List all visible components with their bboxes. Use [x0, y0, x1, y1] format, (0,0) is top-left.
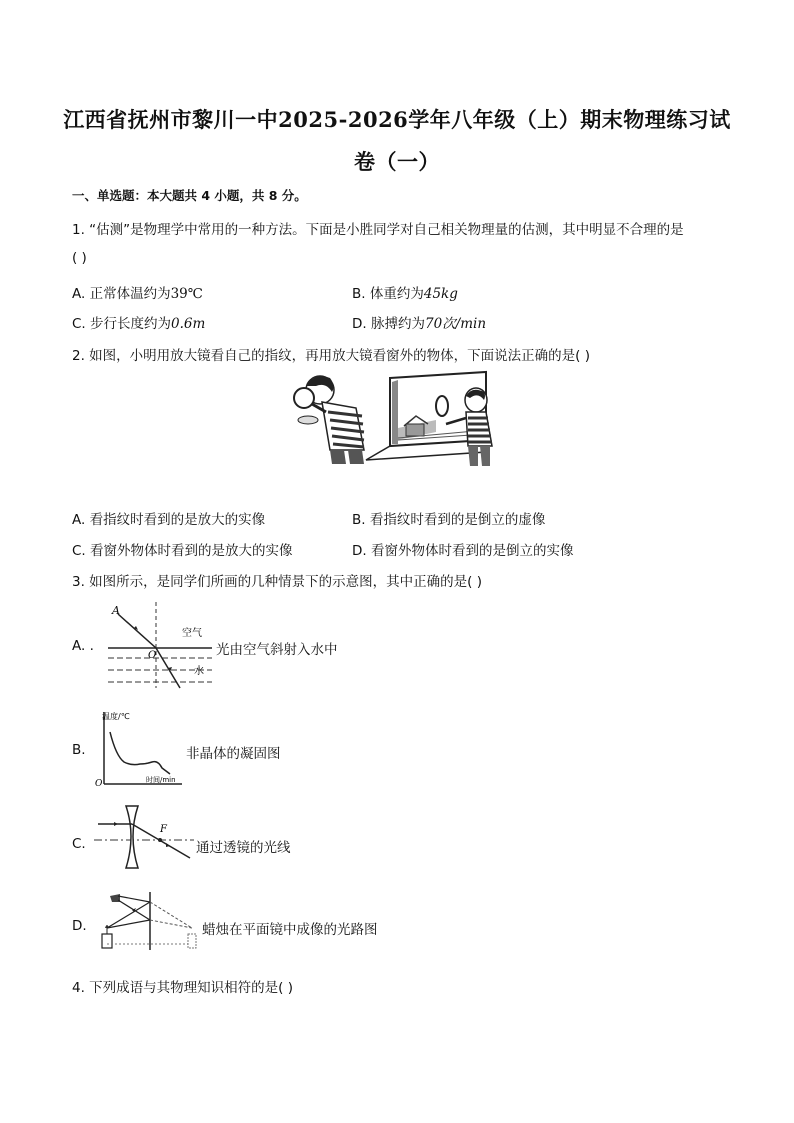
fig-b-y-axis-label: 温度/℃ — [102, 712, 130, 721]
q1-option-a: A. 正常体温约为39℃ — [72, 286, 203, 302]
magnifier-illustration — [286, 368, 508, 470]
question-2-stem: 2. 如图，小明用放大镜看自己的指纹，再用放大镜看窗外的物体，下面说法正确的是( ) — [72, 348, 590, 364]
q3-option-c-caption: 通过透镜的光线 — [196, 840, 291, 856]
q2-option-c: C. 看窗外物体时看到的是放大的实像 — [72, 543, 293, 559]
fig-b-origin-label: O — [95, 779, 103, 788]
q3-option-d-letter: D. — [72, 918, 87, 934]
fig-a-air-label: 空气 — [182, 628, 202, 639]
q1-option-b: B. 体重约为45kg — [352, 286, 458, 302]
question-3-stem: 3. 如图所示，是同学们所画的几种情景下的示意图，其中正确的是( ) — [72, 574, 482, 590]
q1-option-c: C. 步行长度约为0.6m — [72, 316, 206, 332]
q1-option-d: D. 脉搏约为70次/min — [352, 316, 487, 332]
q2-option-b: B. 看指纹时看到的是倒立的虚像 — [352, 512, 546, 528]
fig-c-focus-label: F — [160, 824, 167, 835]
q1-option-b-value: 45kg — [423, 286, 458, 302]
section-heading: 一、单选题：本大题共 4 小题，共 8 分。 — [72, 188, 307, 203]
q3-option-b-letter: B. — [72, 742, 86, 758]
fig-a-water-label: 水 — [194, 666, 204, 677]
q1-option-d-value: 70次/min — [424, 316, 487, 332]
question-4-stem: 4. 下列成语与其物理知识相符的是( ) — [72, 980, 293, 996]
q2-option-a: A. 看指纹时看到的是放大的实像 — [72, 512, 266, 528]
q3-option-a-caption: 光由空气斜射入水中 — [216, 642, 338, 658]
page-title-line1: 江西省抚州市黎川一中2025-2026学年八年级（上）期末物理练习试 — [63, 107, 731, 132]
q3-option-a-letter: A. . — [72, 638, 94, 654]
q3-option-c-letter: C. — [72, 836, 86, 852]
q1-option-c-value: 0.6m — [171, 316, 206, 332]
plane-mirror-diagram — [88, 888, 200, 952]
question-1-paren: ( ) — [72, 250, 87, 266]
fig-a-origin-label: O — [148, 650, 157, 661]
q2-option-d: D. 看窗外物体时看到的是倒立的实像 — [352, 543, 574, 559]
question-1-stem: 1. “估测”是物理学中常用的一种方法。下面是小胜同学对自己相关物理量的估测，其中明显不合理的是 — [72, 222, 684, 238]
q3-option-d-caption: 蜡烛在平面镜中成像的光路图 — [202, 922, 378, 938]
q3-option-b-caption: 非晶体的凝固图 — [186, 746, 281, 762]
page-title-line2: 卷（一） — [354, 149, 440, 174]
fig-b-x-axis-label: 时间/min — [146, 776, 176, 784]
lens-diagram — [92, 802, 196, 872]
q1-option-a-value: 39℃ — [170, 286, 203, 302]
fig-a-point-label: A — [112, 604, 120, 617]
cooling-curve-graph — [94, 704, 184, 788]
refraction-diagram — [104, 600, 216, 690]
